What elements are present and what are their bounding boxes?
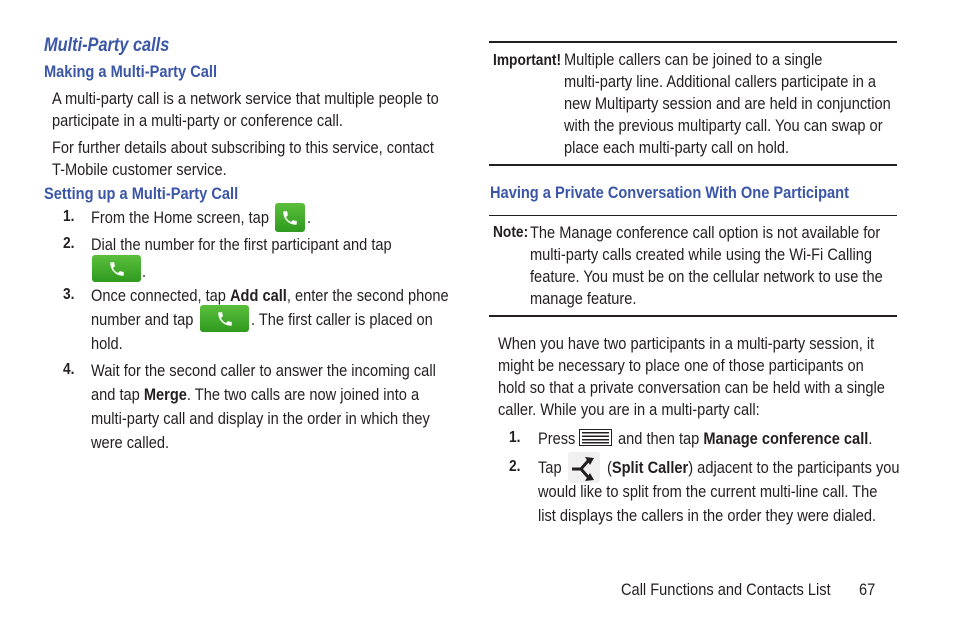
phone-icon [92,255,141,282]
important-text: place each multi-party call on hold. [564,138,790,157]
step-text: . [307,208,312,227]
step-text-part: and tap [91,385,144,404]
add-call-label: Add call [229,286,287,305]
step-number: 4. [63,361,75,378]
step-text-part: . [868,429,873,448]
split-arrows-icon [568,452,600,483]
step-text-part: ) adjacent to the participants you [688,458,900,477]
section-heading-private: Having a Private Conversation With One Participant [490,183,849,202]
phone-glyph-icon [216,310,234,328]
note-text: feature. You must be on the cellular network to use the [530,267,883,286]
paragraph-line: participate in a multi-party or conference call. [52,111,343,130]
split-caller-label: Split Caller [611,458,689,477]
important-text: Multiple callers can be joined to a single [564,50,823,69]
divider [489,41,897,43]
step-text-part: , enter the second phone [286,286,449,305]
footer-section-title: Call Functions and Contacts List [621,580,831,599]
note-text: multi-party calls created while using the Wi-Fi Calling [530,245,873,264]
section-heading-making: Making a Multi-Party Call [44,62,218,81]
step-text-part: . The two calls are now joined into a [186,385,420,404]
important-text: new Multiparty session and are held in conjunction [564,94,891,113]
step-text: From the Home screen, tap [91,208,269,227]
paragraph-line: caller. While you are in a multi-party call: [498,400,760,419]
step-text-part: Once connected, tap [91,286,230,305]
step-text-part: and then tap [618,429,704,448]
note-text: manage feature. [530,289,637,308]
phone-glyph-icon [281,209,299,227]
step-text: were called. [91,433,170,452]
step-text: would like to split from the current multi-line call. The [538,482,878,501]
step-number: 3. [63,286,75,303]
paragraph-line: A multi-party call is a network service that multiple people to [52,89,439,108]
step-number: 1. [509,429,521,446]
step-text: number and tap [91,310,194,329]
step-text [607,457,900,479]
page-number: 67 [859,580,876,599]
divider [489,315,897,317]
note-label: Note: [493,224,529,241]
step-number: 2. [63,235,75,252]
important-text: with the previous multiparty call. You can swap or [564,116,883,135]
paragraph-line: might be necessary to place one of those participants on [498,356,864,375]
paragraph-line: hold so that a private conversation can be held with a single [498,378,885,397]
divider [489,215,897,216]
merge-label: Merge [143,385,187,404]
step-text: Wait for the second caller to answer the incoming call [91,361,436,380]
paragraph-line: T-Mobile customer service. [52,160,227,179]
step-text-part: ( [607,458,612,477]
step-text [91,384,419,406]
step-text: hold. [91,334,123,353]
step-text: list displays the callers in the order they were dialed. [538,506,877,525]
phone-glyph-icon [108,260,126,278]
step-number: 1. [63,208,75,225]
step-text: Press [538,429,576,448]
important-text: multi-party line. Additional callers participate in a [564,72,877,91]
step-text: Tap [538,458,562,477]
step-text [618,428,872,450]
step-text: . The first caller is placed on [251,310,433,329]
page-title: Multi-Party calls [44,35,170,56]
phone-icon [200,305,249,332]
split-caller-icon [568,452,600,483]
paragraph-line: For further details about subscribing to this service, contact [52,138,434,157]
divider [489,164,897,166]
step-text: multi-party call and display in the order in which they [91,409,430,428]
important-label: Important! [493,52,562,69]
phone-icon [275,203,305,232]
note-text: The Manage conference call option is not available for [530,223,881,242]
step-text [91,285,449,307]
paragraph-line: When you have two participants in a multi-party session, it [498,334,875,353]
step-number: 2. [509,458,521,475]
step-text: . [142,262,147,281]
menu-icon [579,429,612,446]
section-heading-setting-up: Setting up a Multi-Party Call [44,184,239,203]
manage-conference-call-label: Manage conference call [703,429,869,448]
step-text: Dial the number for the first participant and tap [91,235,392,254]
